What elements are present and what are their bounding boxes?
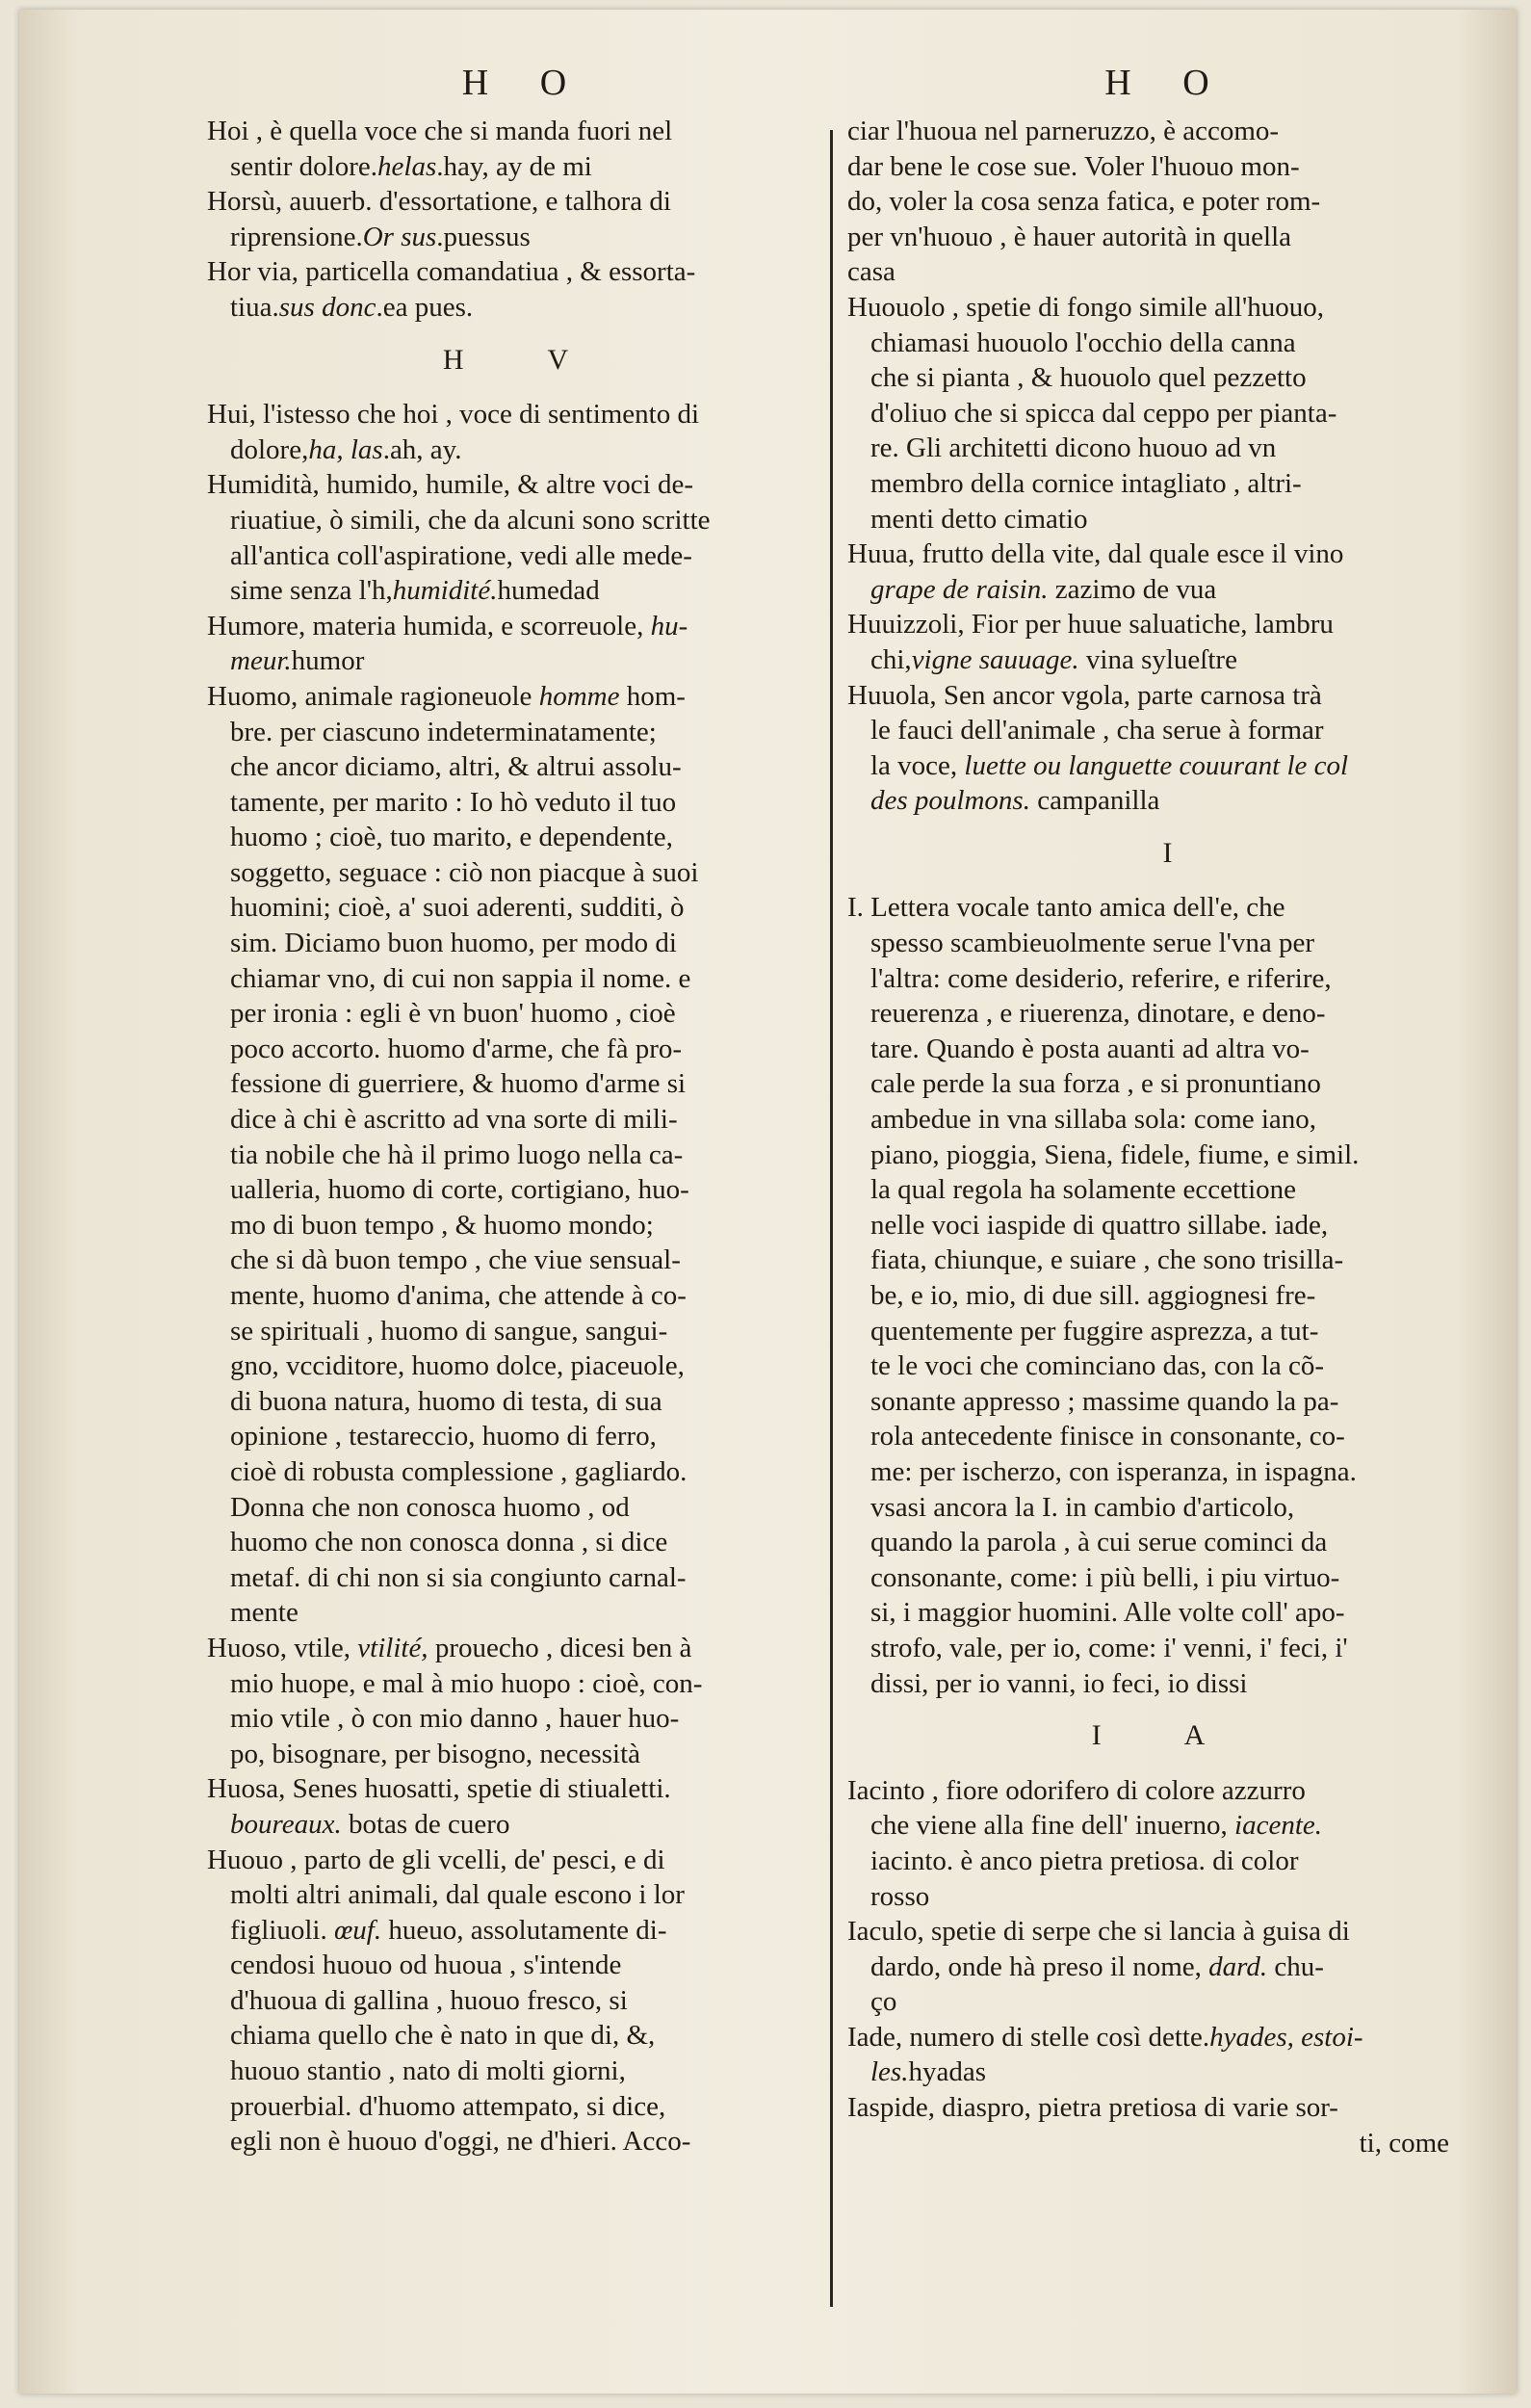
entry-line: casa <box>847 256 895 288</box>
french-term: les. <box>870 2056 909 2088</box>
entry-line: Huuola, Sen ancor vgola, parte carnosa trà <box>847 679 1322 711</box>
entry-line: che si pianta , & huouolo quel pezzetto <box>870 362 1307 394</box>
entry-line: hueuo, assolutamente di- <box>388 1914 667 1946</box>
entry-line: mio vtile , ò con mio danno , hauer huo- <box>230 1703 680 1735</box>
spanish-term: hom- <box>626 680 686 712</box>
entry-line: sime senza l'h, <box>230 575 393 607</box>
entry-line: chiamasi huouolo l'occhio della canna <box>870 327 1296 358</box>
entry-line: re. Gli architetti dicono huouo ad vn <box>870 432 1277 464</box>
entry-line: rola antecedente finisce in consonante, co- <box>870 1421 1345 1453</box>
spanish-term: ea pues. <box>382 291 474 323</box>
french-term: vigne sauuage. <box>911 643 1079 675</box>
entry-humidita <box>207 467 843 608</box>
entry-line: mente <box>230 1597 298 1629</box>
entry-huua <box>847 537 1488 607</box>
entry-line: ambedue in vna sillaba sola: come iano, <box>870 1104 1317 1136</box>
entry-line: per vn'huouo , è hauer autorità in quella <box>847 221 1292 252</box>
entry-iaculo <box>847 1914 1488 2020</box>
entry-hoi: Hoi , è quella voce che si manda fuori nel sentir dolore.helas.hay, ay de mi <box>207 114 843 184</box>
running-head-right: H O <box>1104 63 1231 103</box>
entry-line: po, bisognare, per bisogno, necessità <box>230 1738 641 1769</box>
entry-line: chi, <box>870 643 912 675</box>
entry-line: mio huope, e mal à mio huopo : cioè, con- <box>230 1667 703 1699</box>
entry-line: la voce, <box>870 749 958 781</box>
column-divider <box>830 130 833 2307</box>
entry-line: metaf. di chi non si sia congiunto carnal- <box>230 1561 687 1593</box>
french-term: des poulmons. <box>870 785 1030 817</box>
entry-line: si, i maggior huomini. Alle volte coll' apo- <box>870 1597 1345 1629</box>
entry-line: sonante appresso ; massime quando la pa- <box>870 1385 1339 1417</box>
entry-line: Iacinto , fiore odorifero di colore azzurro <box>847 1774 1306 1806</box>
entry-line: quando la parola , à cui serue cominci da <box>870 1527 1328 1558</box>
spanish-term: chu- <box>1274 1950 1324 1982</box>
entry-line: ti, come <box>1359 2127 1449 2159</box>
entry-line: che si dà buon tempo , che viue sensual- <box>230 1244 681 1276</box>
entry-line: te le voci che cominciano das, con la cõ- <box>870 1350 1325 1382</box>
entry-line: per ironia : egli è vn buon' huomo , cioè <box>230 998 676 1030</box>
entry-line: fiata, chiunque, e suiare , che sono trisilla- <box>870 1244 1344 1276</box>
entry-line: tiua. <box>230 291 279 323</box>
entry-line: fessione di guerriere, & huomo d'arme si <box>230 1068 687 1100</box>
entry-line: vsasi ancora la I. in cambio d'articolo, <box>870 1491 1295 1523</box>
entry-line: Hor via, particella comandatiua , & essorta- <box>207 256 696 288</box>
entry-huomo <box>207 679 843 1631</box>
entry-line: egli non è huouo d'oggi, ne d'hieri. Acco- <box>230 2126 691 2158</box>
entry-line: Huua, frutto della vite, dal quale esce il vino <box>847 538 1344 570</box>
entry-iaspide <box>847 2090 1488 2160</box>
spanish-term: vina sylueſtre <box>1085 643 1237 675</box>
entry-line: soggetto, seguace : ciò non piacque à suoi <box>230 856 699 888</box>
spanish-term: humor <box>291 645 365 677</box>
entry-line: cale perde la sua forza , e si pronuntiano <box>870 1068 1321 1100</box>
entry-line: Huuizzoli, Fior per huue saluatiche, lambru <box>847 609 1334 641</box>
entry-iacinto <box>847 1773 1488 1914</box>
entry-line: tamente, per marito : Io hò veduto il tuo <box>230 786 677 818</box>
entry-line: poco accorto. huomo d'arme, che fà pro- <box>230 1033 683 1064</box>
entry-line: mo di buon tempo , & huomo mondo; <box>230 1209 654 1241</box>
entry-line: di buona natura, huomo di testa, di sua <box>230 1385 662 1417</box>
entry-line: che viene alla fine dell' inuerno, <box>870 1810 1228 1842</box>
french-term: ha, las <box>308 433 383 465</box>
entry-line: l'altra: come desiderio, referire, e riferire, <box>870 962 1332 994</box>
entry-line: Iaculo, spetie di serpe che si lancia à guisa di <box>847 1916 1350 1948</box>
french-term: sus donc <box>278 291 376 323</box>
french-term: Or sus <box>362 221 437 252</box>
entry-huouo-continued <box>847 114 1488 290</box>
entry-line: Huoso, vtile, <box>207 1632 351 1663</box>
entry-line: membro della cornice intagliato , altri- <box>870 467 1302 499</box>
entry-line: sentir dolore. <box>230 150 378 182</box>
running-head-left: H O <box>461 63 588 103</box>
entry-line: consonante, come: i più belli, i piu virtuo- <box>870 1561 1340 1593</box>
entry-line: nelle voci iaspide di quattro sillabe. iade, <box>870 1209 1329 1241</box>
entry-line: iacinto. è anco pietra pretiosa. di color <box>870 1845 1299 1876</box>
entry-huuizzoli <box>847 607 1488 677</box>
entry-line: Donna che non conosca huomo , od <box>230 1491 630 1523</box>
entry-huoso <box>207 1631 843 1771</box>
entry-line: sim. Diciamo buon huomo, per modo di <box>230 928 677 959</box>
entry-line: rosso <box>870 1880 930 1912</box>
french-term: dard. <box>1208 1950 1268 1982</box>
french-term: œuf. <box>333 1914 382 1946</box>
entry-hor-via: Hor via, particella comandatiua , & essorta- tiua.sus donc.ea pues. <box>207 254 843 325</box>
right-column <box>847 56 1488 2160</box>
entry-huosa <box>207 1771 843 1842</box>
entry-line: se spirituali , huomo di sangue, sangui- <box>230 1315 668 1347</box>
entry-line: strofo, vale, per io, come: i' venni, i' feci, i' <box>870 1632 1348 1663</box>
french-term: hu- <box>650 610 688 641</box>
entry-line: bre. per ciascuno indeterminatamente; <box>230 716 657 747</box>
entry-line: I. Lettera vocale tanto amica dell'e, che <box>847 892 1285 924</box>
entry-line: dice à chi è ascritto ad vna sorte di mili- <box>230 1104 678 1136</box>
entry-line: dolore, <box>230 433 309 465</box>
entry-line: Iade, numero di stelle così dette. <box>847 2021 1210 2053</box>
spanish-term: zazimo de vua <box>1054 573 1217 605</box>
left-column <box>207 56 843 2159</box>
entry-iade <box>847 2020 1488 2090</box>
french-term: meur. <box>230 645 292 677</box>
entry-line: Horsù, auuerb. d'essortatione, e talhora di <box>207 186 671 218</box>
entry-huouolo <box>847 290 1488 537</box>
entry-line: chiama quello che è nato in que di, &, <box>230 2020 656 2052</box>
french-term: grape de raisin. <box>870 573 1049 605</box>
entry-line: piano, pioggia, Siena, fidele, fiume, e simil. <box>870 1139 1360 1170</box>
entry-line: che ancor diciamo, altri, & altrui assolu- <box>230 751 682 783</box>
spanish-term: campanilla <box>1037 785 1160 817</box>
entry-line: gno, vcciditore, huomo dolce, piaceuole, <box>230 1350 685 1382</box>
entry-line: dissi, per io vanni, io feci, io dissi <box>870 1667 1248 1699</box>
french-term: vtilité, <box>357 1632 428 1663</box>
entry-line: figliuoli. <box>230 1914 327 1946</box>
entry-line: Humore, materia humida, e scorreuole, <box>207 610 644 641</box>
spanish-term: ço <box>870 1986 897 2018</box>
entry-line: d'oliuo che si spicca dal ceppo per pianta- <box>870 397 1337 429</box>
entry-line: Hoi , è quella voce che si manda fuori nel <box>207 116 673 146</box>
spanish-term: hay, ay de mi <box>443 150 592 182</box>
entry-line: molti altri animali, dal quale escono i lor <box>230 1879 685 1911</box>
entry-line: chiamar vno, di cui non sappia il nome. e <box>230 962 691 994</box>
spanish-term: puessus <box>443 221 531 252</box>
spanish-term: botas de cuero <box>348 1808 510 1840</box>
section-heading-ia: I A <box>1091 1719 1244 1752</box>
entry-line: be, e io, mio, di due sill. aggiognesi fre- <box>870 1280 1316 1311</box>
entry-line: Humidità, humido, humile, & altre voci de- <box>207 469 693 501</box>
entry-line: huomini; cioè, a' suoi aderenti, sudditi, ò <box>230 892 685 924</box>
french-term: boureaux. <box>230 1808 342 1840</box>
spanish-term: hyadas <box>908 2056 986 2088</box>
entry-line: le fauci dell'animale , cha serue à formar <box>870 715 1324 746</box>
entry-line: dardo, onde hà preso il nome, <box>870 1950 1202 1982</box>
entry-line: quentemente per fuggire asprezza, a tut- <box>870 1315 1319 1347</box>
entry-line: riprensione. <box>230 221 363 252</box>
entry-line: prouecho , dicesi ben à <box>434 1632 692 1663</box>
entry-line: do, voler la cosa senza fatica, e poter rom- <box>847 186 1321 218</box>
entry-line: prouerbial. d'huomo attempato, si dice, <box>230 2090 666 2122</box>
entry-line: mente, huomo d'anima, che attende à co- <box>230 1280 687 1311</box>
entry-line: reuerenza , e riuerenza, dinotare, e deno- <box>870 998 1326 1030</box>
entry-line: tare. Quando è posta auanti ad altra vo- <box>870 1033 1310 1064</box>
entry-line: huouo stantio , nato di molti giorni, <box>230 2055 626 2087</box>
entry-huouo <box>207 1843 843 2159</box>
entry-line: ciar l'huoua nel parneruzzo, è accomo- <box>847 116 1280 146</box>
section-heading-hv: H V <box>442 343 608 376</box>
french-term: homme <box>538 680 620 712</box>
entry-line: huomo che non conosca donna , si dice <box>230 1527 668 1558</box>
entry-line: opinione , testareccio, huomo di ferro, <box>230 1421 657 1453</box>
entry-line: Huomo, animale ragioneuole <box>207 680 532 712</box>
entry-line: Huosa, Senes huosatti, spetie di stiualetti. <box>207 1773 671 1805</box>
french-term: humidité. <box>392 575 498 607</box>
entry-line: me: per ischerzo, con isperanza, in ispagna. <box>870 1455 1357 1487</box>
entry-line: huomo ; cioè, tuo marito, e dependente, <box>230 822 673 853</box>
entry-line: cioè di robusta complessione , gagliardo. <box>230 1455 688 1487</box>
french-term: iacente. <box>1234 1810 1323 1842</box>
entry-line: Huouo , parto de gli vcelli, de' pesci, e di <box>207 1844 665 1875</box>
entry-line: Hui, l'istesso che hoi , voce di sentimento di <box>207 399 700 431</box>
french-term: luette ou languette couurant le col <box>964 749 1349 781</box>
french-term: hyades, estoi- <box>1209 2021 1363 2053</box>
entry-line: menti detto cimatio <box>870 503 1088 535</box>
section-heading-i: I <box>1162 836 1173 869</box>
entry-line: dar bene le cose sue. Voler l'huouo mon- <box>847 150 1300 182</box>
entry-line: tia nobile che hà il primo luogo nella ca- <box>230 1139 684 1170</box>
entry-line: Huouolo , spetie di fongo simile all'huouo, <box>847 291 1324 323</box>
entry-letter-i <box>847 890 1488 1701</box>
entry-line: spesso scambieuolmente serue l'vna per <box>870 928 1315 959</box>
french-term: helas <box>377 150 437 182</box>
entry-line: cendosi huouo od huoua , s'intende <box>230 1950 622 1981</box>
entry-line: ualleria, huomo di corte, cortigiano, huo- <box>230 1174 689 1206</box>
entry-horsu: Horsù, auuerb. d'essortatione, e talhora di riprensione.Or sus.puessus <box>207 184 843 254</box>
entry-line: Iaspide, diaspro, pietra pretiosa di varie sor- <box>847 2092 1338 2124</box>
entry-line: riuatiue, ò simili, che da alcuni sono scritte <box>230 504 711 536</box>
entry-huuola <box>847 678 1488 819</box>
entry-line: ah, ay. <box>389 433 462 465</box>
entry-line: d'huoua di gallina , huouo fresco, si <box>230 1984 628 2016</box>
entry-humore <box>207 609 843 679</box>
entry-line: la qual regola ha solamente eccettione <box>870 1174 1297 1206</box>
entry-hui: Hui, l'istesso che hoi , voce di sentimento di dolore,ha, las.ah, ay. <box>207 397 843 467</box>
spanish-term: humedad <box>497 575 600 607</box>
book-page <box>19 10 1517 2394</box>
entry-line: all'antica coll'aspiratione, vedi alle mede- <box>230 539 692 571</box>
